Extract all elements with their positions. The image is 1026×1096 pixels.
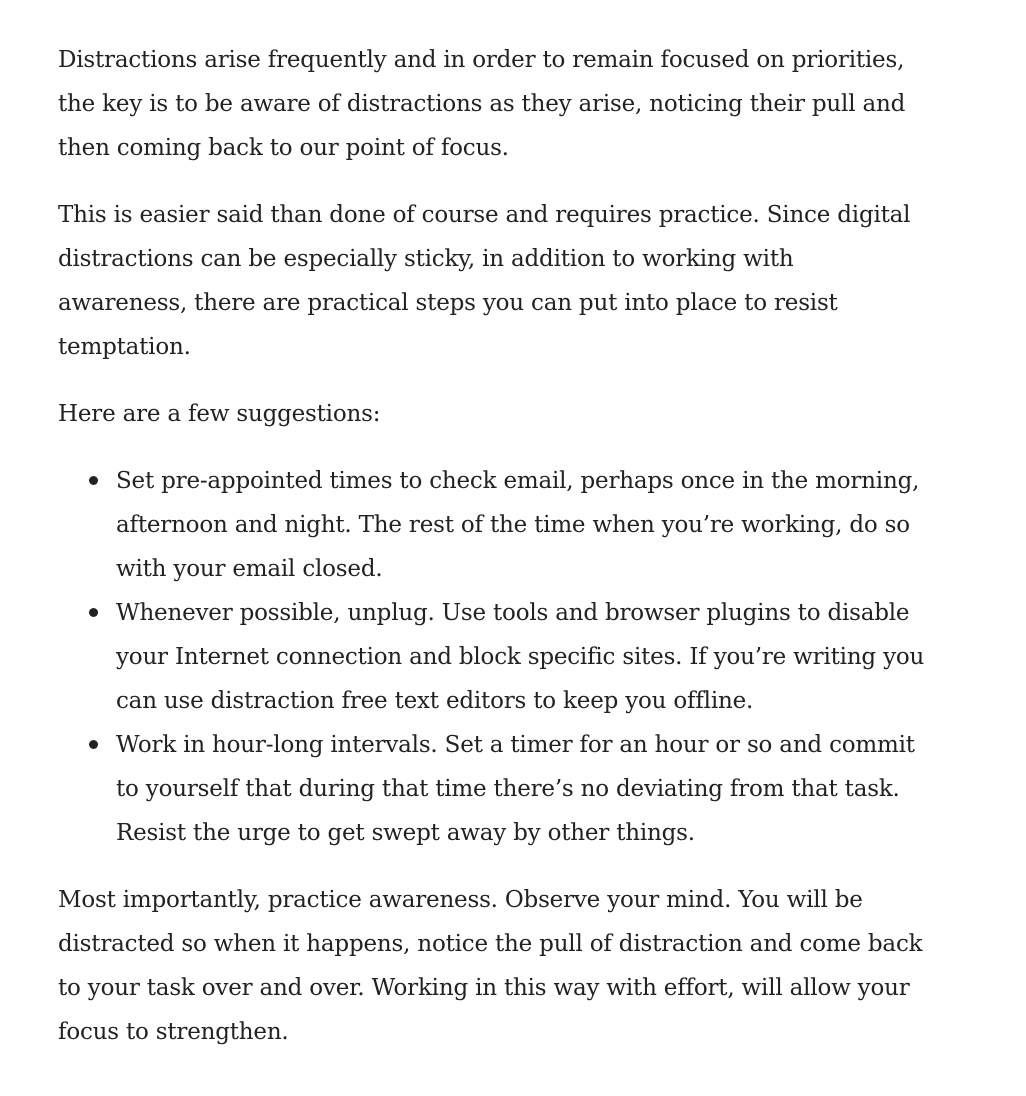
list-item [58,591,928,723]
bullet-icon [89,608,98,617]
suggestions-list [58,459,928,855]
list-item [58,723,928,855]
list-item-text: Set pre-appointed times to check email, perhaps once in the morning, afternoon and night. The rest of the time when you’re working, do so with your email closed. [116,468,920,582]
bullet-icon [89,476,98,485]
paragraph-distractions: Distractions arise frequently and in order to remain focused on priorities, the key is to be aware of distractions as they arise, noticing their pull and then coming back to our point of focus. [58,47,906,161]
bullet-icon [89,740,98,749]
list-item [58,459,928,591]
list-item-text: Whenever possible, unplug. Use tools and browser plugins to disable your Internet connection and block specific sites. If you’re writing you can use distraction free text editors to keep you offline. [116,600,925,714]
paragraph-practice: This is easier said than done of course and requires practice. Since digital distractions can be especially sticky, in addition to working with awareness, there are practical steps you can put into place to resist temptation. [58,202,911,360]
paragraph-suggestions-intro: Here are a few suggestions: [58,401,381,427]
paragraph-conclusion: Most importantly, practice awareness. Observe your mind. You will be distracted so when it happens, notice the pull of distraction and come back to your task over and over. Working in this way with effort, will allow your focus to strengthen. [58,887,923,1045]
list-item-text: Work in hour-long intervals. Set a timer for an hour or so and commit to yourself that during that time there’s no deviating from that task. Resist the urge to get swept away by other things. [116,732,915,846]
article-body [58,38,928,1077]
